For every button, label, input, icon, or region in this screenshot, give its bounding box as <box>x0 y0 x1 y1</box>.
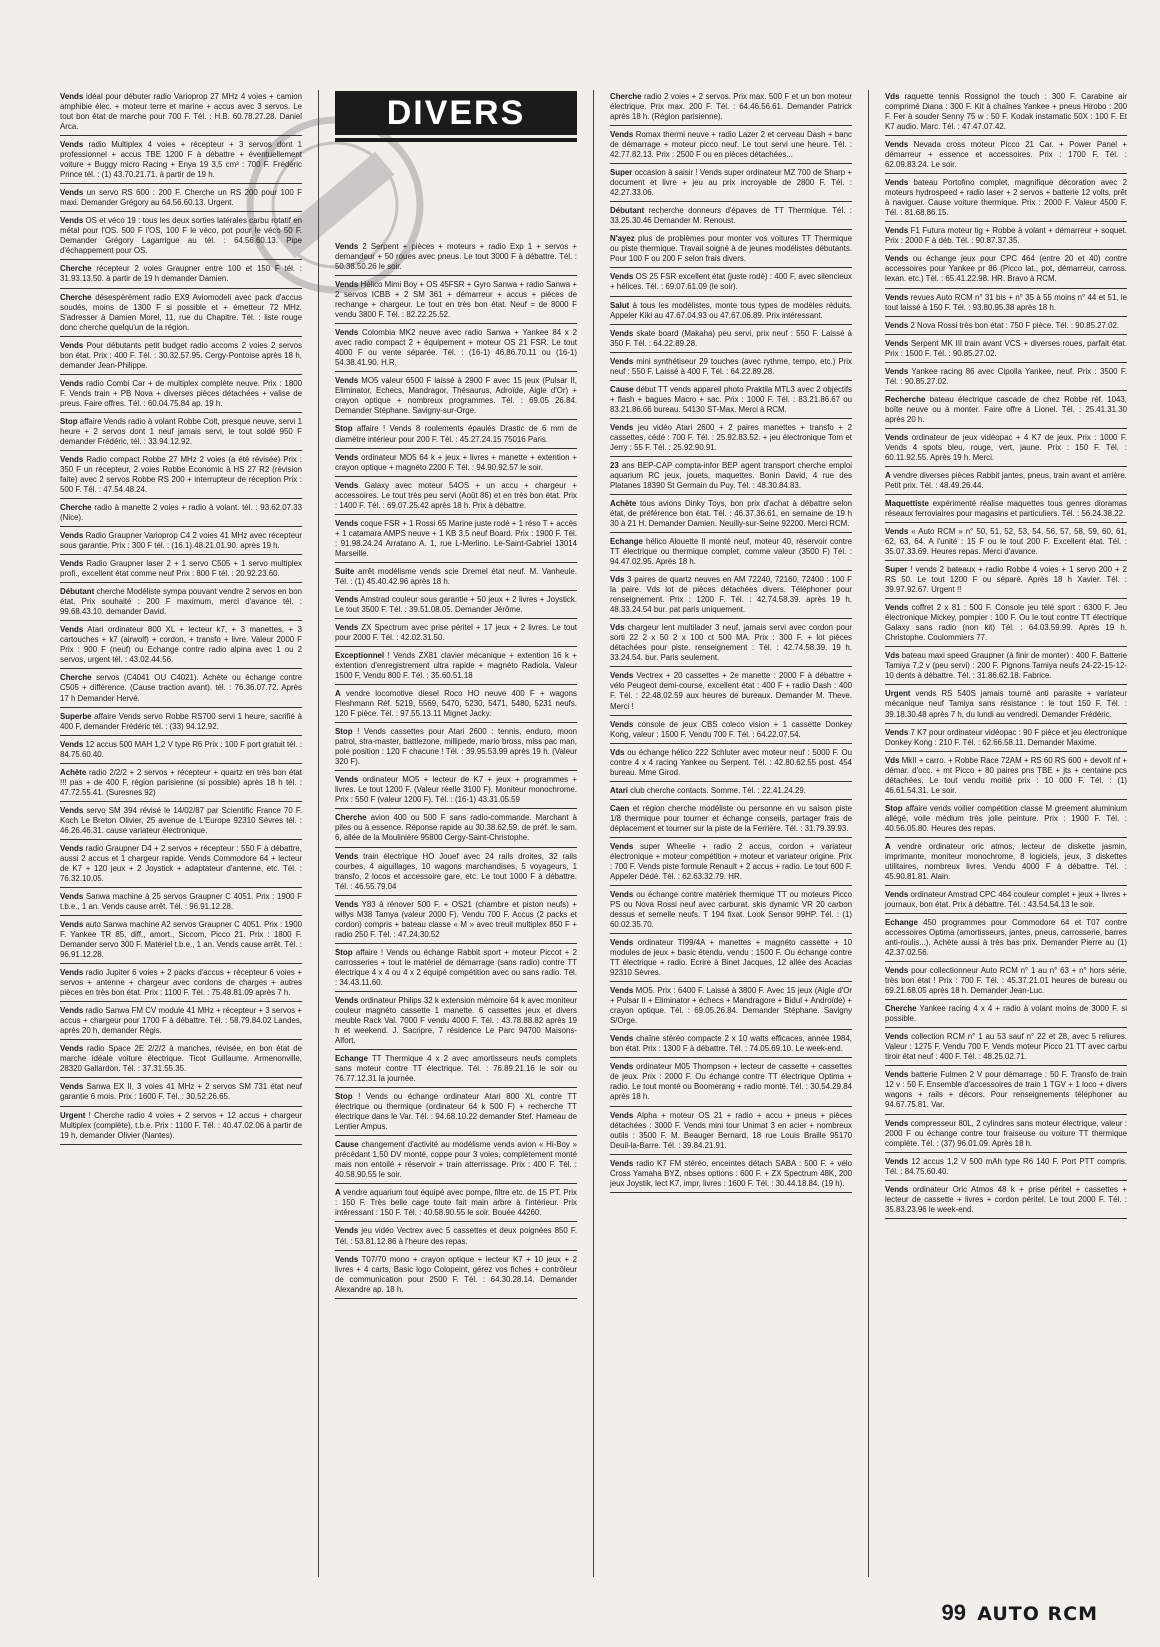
classified-ad: Vends coque FSR + 1 Rossi 65 Marine juste rodé + 1 réso T + accès + 1 catamara AMPS neuve + 1 KB 3,5 neuf Board. Prix : 1900 F. Tél. : 91.98.24.24 Arratano A. 1, rue L-Merlino. Le-Saint-Gabriel 13014 Marseille. <box>335 517 577 563</box>
classified-ad: Vends ordinateur Amstrad CPC 464 couleur complet + jeux + livres + journaux, bon état. Prix à débattre. Tél. : 43.54.54.13 le soir. <box>885 888 1127 914</box>
classified-ad: Vends OS et véco 19 : tous les deux sorties latérales carbu rotatif en métal pour l'OS. 500 F l'OS, 100 F le véco, pot pour le véco 50 F. Demander Grégory Lagarrigue au tél. : 64.56.60.13. Pipe d'échappement pour OS. <box>60 214 302 260</box>
classified-column-3 <box>610 90 852 1195</box>
classified-ad: Superbe affaire Vends servo Robbe RS700 servi 1 heure, sacrifié à 400 F, demander Frédéric tél. : (33) 94.12.92. <box>60 710 302 736</box>
classified-ad: Vends batterie Fulmen 2 V pour démarrage : 50 F. Transfo de train 12 v : 50 F. Ensemble d'accessoires de train 1 TGV + 1 loco + divers wagons + rails + décors. Pour renseignements téléphoner au 94.67.75.81. Var. <box>885 1068 1127 1114</box>
classified-ad: Stop affaire vends voilier compétition classe M greement aluminium allégé, voile médium très jolie peinture. Prix : 1900 F. Tél. : 40.56.05.80. Heures des repas. <box>885 802 1127 838</box>
classified-column-4 <box>885 90 1127 1221</box>
classified-ad: Vends radio Space 2E 2/2/2 à manches, révisée, en bon état de marche idéale voiture électrique. Ticot Guillaume. Armenonville, 28320 Gallardon. Tél. : 37.31.55.35. <box>60 1042 302 1078</box>
classified-ad: Vends Galaxy avec moteur 54OS + un accu + chargeur + accessoires. Le tout très peu servi (Août 86) et en très bon état. Prix : 1400 F. Tél. : 69.07.25.42 après 18 h. Prix à débattre. <box>335 479 577 515</box>
classified-ad: Vends jeu vidéo Vectrex avec 5 cassettes et deux poignées 850 F. Tél. : 53.81.12.86 à l'heure des repas. <box>335 1224 577 1250</box>
classified-ad: Vends Radio Graupner laser 2 + 1 servo C505 + 1 servo multiplex profi., excellent état comme neuf Prix : 800 F tél. : 20.92.23.60. <box>60 557 302 583</box>
classified-ad: Vds 3 paires de quartz neuves en AM 72240, 72160, 72400 : 100 F la paire. Vds lot de pièces détachées divers. Téléphoner pour renseignement. Prix : 1200 F. Tél. : 42.74.58.39. après 19 h. 48.33.24.54 bur. pat paris uniquement. <box>610 573 852 619</box>
classified-ad: Vends Pour débutants petit budget radio accoms 2 voies 2 servos bon état. Prix : 400 F. Tél. : 30.32.57.95. Cergy-Pontoise après 18 h, demander Jean-Philippe. <box>60 339 302 375</box>
classified-ad: Vds chargeur lent multilader 3 neuf, jamais servi avec cordon pour sorti 22 2 x 50 2 x 100 ct 500 MA. Prix : 300 F. + lot pièces détachées pour piste. renseignement : Tél. : 42.74.58.39. 19 h. 33.24.54. bur. Paris seulement. <box>610 621 852 667</box>
classified-ad: Cherche radio à manette 2 voies + radio à volant. tél. : 93.62.07.33 (Nice). <box>60 501 302 527</box>
classified-ad: Vends Atari ordinateur 800 XL + lecteur k7, + 3 manettes, + 3 cartouches + k7 (airwolf) + cordon, + transfo + livre. Valeur 2000 F Prix : 900 F (neuf) ou Echange contre radio alpina avec 1 ou 2 servos, urgent tél. : 43.02.44.56. <box>60 623 302 669</box>
classified-ad: Vends 2 Nova Rossi très bon état : 750 F pièce. Tél. : 90.85.27.02. <box>885 319 1127 335</box>
classified-ad: Echange 450 programmes pour Commodore 64 et T07 contre accessoires Optima (amortisseurs, jantes, pneus, carrosserie, barres anti-roulis...). Achète aussi à très bas prix. Demander Pierre au (1) 42.37.02.56. <box>885 916 1127 962</box>
classified-ad: Stop ! Vends ou échange ordinateur Atari 800 XL contre TT électrique ou thermique (ordinateur 64 k 500 F) + recherche TT électrique dans le Var. Tél. : 94.68.10.22 demander Stef. Hameau de Lentier Ampus. <box>335 1090 577 1136</box>
classified-ad: Vends ordinateur MO5 64 k + jeux + livres + manette + extention + crayon optique + magnéto 2200 F. Tél. : 94.90.92.57 le soir. <box>335 451 577 477</box>
classified-ad: Vends super Wheelie + radio 2 accus, cordon + variateur électronique + moteur compétition + moteur et variateur origine. Prix : 700 F. Vends piste formule Renault + 2 accus + radio. Le tout 600 F. Appeler Dédé. Tél. : 62.63.32.79. HR. <box>610 840 852 886</box>
classified-ad: Vends idéal pour débuter radio Varioprop 27 MHz 4 voies + camion amphibie élec. + moteur terre et marine + accus avec 3 servos. Le tout bon état de marche pour 700 F. Tél. : H.B. 60.78.27.28. Daniel Arca. <box>60 90 302 136</box>
classified-ad: Vends 7 K7 pour ordinateur vidéopac : 90 F pièce et jeu électronique Donkey Kong : 210 F. Tél. : 62.66.58.11. Demander Maxime. <box>885 726 1127 752</box>
classified-ad: Atari club cherche contacts. Somme. Tél. : 22.41.24.29. <box>610 784 852 800</box>
classified-ad: Vends jeu vidéo Atari 2600 + 2 paires manettes + transfo + 2 cassettes, cédé : 700 F. Tél. : 25.92.83.52. + jeu électronique Tom et Jerry : 55 F. Tél. : 25.92.90.91. <box>610 421 852 457</box>
classified-ad: Vends Y83 à rénover 500 F. + OS21 (chambre et piston neufs) + willys M38 Tamya (valeur 2000 F). Vendu 700 F. Accus (2 packs et cordon) compris + bateau classe « M » avec treuil multiplex 850 F + radio 250 F. Tél. : 47.24.30.52 <box>335 898 577 944</box>
classified-ad: Vends revues Auto RCM n° 31 bis + n° 35 à 55 moins n° 44 et 51, le tout laissé à 150 F. Tél. : 93.80.95.38 après 18 h. <box>885 291 1127 317</box>
classified-ad: Super occasion à saisir ! Vends super ordinateur MZ 700 de Sharp + document et livre + jeu au prix incroyable de 2800 F. Tél. : 42.27.33.06. <box>610 166 852 202</box>
classified-ad: Vends ZX Spectrum avec prise péritel + 17 jeux + 2 livres. Le tout pour 2000 F. Tél. : 42.02.31.50. <box>335 621 577 647</box>
classified-ad: Vends ordinateur M05 Thompson + lecteur de cassette + cassettes de jeux. Prix : 2000 F. Ou échange contre TT électrique Optima + radio. Le tout monté ou Boomerang + radio monté. Tél. : 30.54.29.84 après 18 h. <box>610 1060 852 1106</box>
classified-ad: Vends Radio compact Robbe 27 MHz 2 voies (a été révisée) Prix : 350 F un récepteur, 2 voies Robbe Economic à HS 27 R2 (révision faite) avec 2 servos Robbe RS 200 + interrupteur de réception Prix : 500 F. Tél. : 47.54.48.24. <box>60 453 302 499</box>
classified-ad: Achète tous avions Dinky Toys, bon prix d'achat à débattre selon état, de préférence bon état. Tél. : 46.37.36.61, en semaine de 19 h 30 à 21 H. Demander Damien. Neuilly-sur-Seine 92200. Merci RCM. <box>610 497 852 533</box>
classified-ad: Vends ordinateur de jeux vidéopac + 4 K7 de jeux. Prix : 1000 F. Vends 4 spots bleu, rouge, vert, jaune. Prix : 150 F. Tél. : 60.11.92.55. Après 19 h. Merci. <box>885 431 1127 467</box>
classified-ad: Vends radio Graupner D4 + 2 servos + récepteur : 550 F à débattre, aussi 2 accus et 1 chargeur rapide. Vends Commodore 64 + lecteur de K7 + 120 jeux + 2 Joystick + adaptateur d'antenne, etc. Tél. : 76.32.10.05. <box>60 842 302 888</box>
classified-ad: Vends radio Sanwa FM CV module 41 MHz + récepteur + 3 servos + accus + chargeur pour 1700 F à débattre. Tél. : 58.79.84.02 Landes, après 20 h, demander Régis. <box>60 1004 302 1040</box>
classified-ad: Echange TT Thermique 4 x 2 avec amortisseurs neufs complets sans moteur contre TT électrique. Tél. : 76.89.21.16 le soir ou 76.77.12.31 la journée. <box>335 1052 577 1088</box>
classified-ad: 23 ans BEP-CAP compta-infor BEP agent transport cherche emploi aquarium RC jeux, jouets, maquettes. Bonin David, 4 rue des Platanes 18390 St Germain du Puy. Tél. : 48.30.84.83. <box>610 459 852 495</box>
classified-ad: Super ! vends 2 bateaux + radio Robbe 4 voies + 1 servo 200 + 2 RS 50. Le tout 1200 F ou séparé. Après 18 h Xavier. Tél. : 39.97.92.67. Urgent !! <box>885 563 1127 599</box>
classified-ad: Vends Colombia MK2 neuve avec radio Sanwa + Yankee 84 x 2 avec radio compact 2 + équipement + moteur OS 21 FSR. Le tout 4000 F ou vente séparée. Tél. : (16-1) 46.86.70.11 ou (16-1) 54.38.41.90. H.R. <box>335 326 577 372</box>
classified-ad: Vends Romax thermi neuve + radio Lazer 2 et cerveau Dash + banc de démarrage + moteur picco neuf. Le tout servi une heure. Tél. : 42.77.82.13. Prix : 2500 F ou en pièces détachées... <box>610 128 852 164</box>
classified-ad: Cause début TT vends appareil photo Praktila MTL3 avec 2 objectifs + flash + bagues Macro + sac. Prix : 1000 F. Tél. : 83.21.86.67 ou 83.21.86.66 bureau. 54130 ST-Max. Merci à RCM. <box>610 383 852 419</box>
classified-ad: Achète radio 2/2/2 + 2 servos + récepteur + quartz en très bon état !!! pas + de 400 F, région parisienne (si possible) après 18 h tél. : 47.72.55.41. (Suresnes 92) <box>60 766 302 802</box>
classified-ad: Caen et région cherche modéliste ou personne en vu saison piste 1/8 thermique pour tourner et échange conseils, partager frais de déplacement et tourner sur la piste de la Ferrière. Tél. : 31.79.39.93. <box>610 802 852 838</box>
classified-ad: Vends ou échange contre matériek thermique TT ou moteurs Picco PS ou Nova Rossi neuf avec carburat. skis dynamic VR 20 carbon dessus et semelle neufs. T 194 fixat. Look Sensor 99HP. Tél. : (1) 60.02.35.70. <box>610 888 852 934</box>
classified-ad: Vends Yankee racing 86 avec Cipolla Yankee, neuf. Prix : 3500 F. Tél. : 90.85.27.02. <box>885 365 1127 391</box>
classified-ad: Vends pour collectionneur Auto RCM n° 1 au n° 63 + n° hors série, très bon état ! Prix : 700 F. Tél. : 45.37.21.01 heures de bureau ou 69.21.68.05 après 18 h. Demander Jean-Luc. <box>885 964 1127 1000</box>
classified-ad: A vendre aquarium tout équipé avec pompe, filtre etc. de 15 PT. Prix : 150 F. Très belle cage toute fait main arbre à l'intérieur. Prix intéressant : 150 F. Tél. : 40.58.90.55 le soir. Bouée 44260. <box>335 1186 577 1222</box>
classified-ad: Vends chaîne stéréo compacte 2 x 10 watts efficaces, année 1984, bon état. Prix : 1300 F à débattre. Tél. : 74.05.69.10. Le week-end. <box>610 1032 852 1058</box>
classified-ad: Cherche désespérément radio EX9 Aviomodeli avec pack d'accus soudés, moins de 1300 F si possible et + émetteur 72 MHz. S'adresser à Damien Morel, 11, rue du Chapitre. Tél. : liste rouge donc cherche quelqu'un de la région. <box>60 291 302 337</box>
classified-ad: Cherche récepteur 2 voies Graupner entre 100 et 150 F tél. : 31.93.13.50. à partir de 19 h demander Damien. <box>60 262 302 288</box>
classified-ad: Cherche radio 2 voies + 2 servos. Prix max. 500 F et un bon moteur électrique. Prix max. 200 F. Tél. : 64.46.56.61. Demander Patrick après 18 h. (Région parisienne). <box>610 90 852 126</box>
classified-ad: A vendre ordinateur oric atmos, lecteur de diskette jasmin, imprimante, moniteur monochrome, 8 logiciels, jeux, 3 diskettes utilitaires, nombreux livres. Vendu 4000 F à débattre. Tél. : 45.90.81.81. Alain. <box>885 840 1127 886</box>
classified-column-2 <box>335 240 577 1301</box>
classified-ad: Vends train électrique HO Jouef avec 24 rails droites, 32 rails courbes, 4 aiguillages, 10 wagons marchandises, 5 voyageurs, 1 transfo, 2 locos et accessoire gare, etc. Le tout 1000 F à débattre. Tél. : 46.55.79.04 <box>335 850 577 896</box>
page-footer <box>941 1600 1098 1626</box>
classified-ad: Vends ou échange jeux pour CPC 464 (entre 20 et 40) contre accessoires pour Yankee pr 86 (Picco lat., pot, démarreur, carross. lexan. etc.) Tél. : 65.41.22.98. HR. Bravo à RCM. <box>885 252 1127 288</box>
classified-ad: Urgent ! Cherche radio 4 voies + 2 servos + 12 accus + chargeur Multiplex (complète), t.b.e. Prix : 1100 F. Tél. : 40.47.02.06 à partir de 19 h, demander Olivier (Nantes). <box>60 1109 302 1145</box>
classified-ad: Vends OS 25 FSR excellent état (juste rodé) : 400 F, avec silencieux + hélices. Tél. : 69.07.61.09 (le soir). <box>610 270 852 296</box>
classified-ad: Vends ordinateur MO5 + lecteur de K7 + jeux + programmes + livres. Le tout 1200 F. (Valeur réelle 3100 F). Moniteur monochrome. Prix : 550 F (valeur 1200 F). Tél. : (16-1) 43.31.05.59 <box>335 773 577 809</box>
magazine-brand: AUTO RCM <box>977 1603 1098 1625</box>
classified-ad: Recherche bateau électrique cascade de chez Robbe réf. 1043, boîte neuve ou à monter. Faire offre à Lionel. Tél. : 25.41.31.30 après 20 h. <box>885 393 1127 429</box>
classified-ad: A vendre diverses pièces Rabbit jantes, pneus, train avant et arrière. Petit prix. Tél. : 48.49.26.44. <box>885 469 1127 495</box>
classified-ad: Vends Sanwa EX II, 3 voies 41 MHz + 2 servos SM 731 état neuf garantie 6 mois. Prix : 1600 F. Tél. : 30.52.26.65. <box>60 1080 302 1106</box>
classified-ad: Vends Serpent MK III train avant VCS + diverses roues, parfait état. Prix : 1500 F. Tél. : 90.85.27.02. <box>885 337 1127 363</box>
classified-ad: Vends 12 accus 500 MAH 1,2 V type R6 Prix : 100 F port gratuit tél. : 84.75.60.40. <box>60 738 302 764</box>
column-divider <box>868 90 869 1577</box>
classified-ad: Vends « Auto RCM » n° 50, 51, 52, 53, 54, 56, 57, 58, 59, 60, 61, 62, 63, 64. A l'unité : 15 F ou le tout 200 F. Excellent état. Tél. : 35.07.33.69. Heures repas. Merci d'avance. <box>885 525 1127 561</box>
classified-ad: N'ayez plus de problèmes pour monter vos voitures TT Thermique ou piste thermique. Travail soigné à de jeunes modélistes débutants. Pour 100 F ou 200 F selon frais divers. <box>610 232 852 268</box>
classified-ad: Exceptionnel ! Vends ZX81 clavier mécanique + extention 16 k + extention d'enregistrement ultra rapide + magnéto Radiola. Valeur 1500 F, Vendu 800 F. Tél. : 35.60.51.18 <box>335 649 577 685</box>
classified-ad: Vends T07/70 mono + crayon optique + lecteur K7 + 10 jeux + 2 livres + 4 carts, Basic logo Colopeint, gérez vos fiches + contrôleur de communication pour 2500 F. Tél. : 64.30.28.14. Demander Alexandre ap. 18 h. <box>335 1253 577 1299</box>
classified-ad: Vends radio Combi Car + de multiplex complète neuve. Prix : 1800 F. Vends train + PB Nova + diverses pièces détachées + valise de preus. Faire offres. Tél. : 60.04.75.84 ap. 19 h. <box>60 377 302 413</box>
classified-ad: Stop affaire ! Vends ou échange Rabbit sport + moteur Piccot + 2 carrosseries + tout le matériel de démarrage (sans radio) contre TT électrique 4 x 4 ou 4 x 2 équipé compétition avec ou sans radio. Tél. : 34.43.11.60. <box>335 946 577 992</box>
classified-ad: Cherche servos (C4041 OU C4021). Achète ou échange contre C505 + différence. (Cause traction avant). tél. : 76.36.07.72. Après 17 h Demander Hervé. <box>60 671 302 707</box>
classified-ad: Vds ou échange hélico 222 Schluter avec moteur neuf : 5000 F. Ou contre 4 x 4 racing Yankee ou Serpent. Tél. : 42.80.62.55 post. 454 bureau. Mme Girod. <box>610 746 852 782</box>
classified-ad: Vends ordinateur TI99/4A + manettes + magnéto cassette + 10 modules de jeux + basic étendu, vendu : 1500 F. Ou échange contre TT électrique + radio. Ecrire à Binet Jacques, 12 allée des Acacias 92310 Sèvres. <box>610 936 852 982</box>
classified-ad: Vends Hélico Mimi Boy + OS 45FSR + Gyro Sanwa + radio Sanwa + 2 servos ICBB + 2 SM 361 + démarreur + accus + pièces de rechange + chargeur. Le tout en très bon état. Neuf = de 8000 F vendu 3800 F. Tél. : 82.22.25.52. <box>335 278 577 324</box>
page-number: 99 <box>941 1600 966 1625</box>
section-title-rule <box>335 138 577 142</box>
classified-ad: Vends skate board (Makaha) peu servi, prix neuf : 550 F. Laissé à 350 F. Tél. : 64.22.89.28. <box>610 327 852 353</box>
classified-ad: Vends Alpha + moteur OS 21 + radio + accu + pneus + pièces détachées : 3000 F. Vends mini tour Unimat 3 en acier + nombreux outils : 3500 F. M. Beauger Bernard, 18 rue Louis Braille 95170 Deuil-la-Barre. Tél. : 39.84.21.91. <box>610 1109 852 1155</box>
classified-ad: Vends Amstrad couleur sous garantie + 50 jeux + 2 livres + Joystick. Le tout 3500 F. Tél. : 39.51.08.05. Demander Jérôme. <box>335 593 577 619</box>
classified-ad: Maquettiste expérimenté réalise maquettes tous genres dioramas réseaux ferroviaires pour magasins et particuliers. Tél. : 56.24.38.22. <box>885 497 1127 523</box>
classified-ad: Suite arrêt modélisme vends scie Dremel état neuf. M. Vanheule. Tél. : (1) 45.40.42.96 après 18 h. <box>335 565 577 591</box>
classified-ad: Vends Sanwa machine à 25 servos Graupner C 4051. Prix : 1900 F t.b.e., 1 an. Vends cause arrêt. Tél. : 96.91.12.28. <box>60 890 302 916</box>
classified-ad: Vds MkII + carro. + Robbe Race 72AM + RS 60 RS 600 + devolt nf + démar. d'occ. + mt Picco + 80 paires pns TBE + jts + centaine pcs détachées. Le tout vendu moitié prix : 10 000 F. Tél. : (1) 46.61.54.31. Le soir. <box>885 754 1127 800</box>
classified-ad: Vends un servo RS 600 : 200 F. Cherche un RS 200 pour 100 F maxi. Demander Grégory au 64.56.60.13. Urgent. <box>60 186 302 212</box>
classified-ad: A vendre locomotive diesel Roco HO neuve 400 F + wagons Fleshmann Réf. 5219, 5569, 5470, 5230, 5471, 5480, 5231 neufs. 120 F pièce. Tél. : 97.55.13.11 Mignet Jacky. <box>335 687 577 723</box>
classified-ad: Vends collection RCM n° 1 au 53 sauf n° 22 et 28, avec 5 reliures. Valeur : 1275 F. Vendu 700 F. Vends moteur Picco 21 TT avec carbu tiroir état neuf : 400 F. Tél. : 48.25.02.71. <box>885 1030 1127 1066</box>
classified-ad: Vends Vectrex + 20 cassettes + 2e manette : 2000 F à débattre + vélo Peugeot demi-course, excellent état : 400 F + radio Dash : 400 F. Tél. : 22.48.02.59 aux heures de bureaux. Demander M. Theve. Merci ! <box>610 669 852 715</box>
classified-ad: Vends mini synthétiseur 29 touches (avec rythme, tempo, etc.) Prix neuf : 550 F. Laissé à 400 F. Tél. : 64.22.89.28. <box>610 355 852 381</box>
classified-ad: Vends radio K7 FM stéréo, enceintes détach SABA : 500 F. + vélo Cross Yamaha BYZ, nbses options : 600 F. + ZX Spectrum 48K, 200 jeux Joystik, lect K7, impr, livres : 1600 F. Tél. : 30.44.18.84. (19 h). <box>610 1157 852 1193</box>
classified-ad: Vends MO5. Prix : 6400 F. Laissé à 3800 F. Avec 15 jeux (Aigle d'Or + Pulsar II + Eliminator + échecs + Mandragore + Bidul + Androïde) + crayon optique. Tél. : 69.05.26.84. Demander Stéphane. Savigny S/Orge. <box>610 984 852 1030</box>
classified-ad: Vends Nevada cross moteur Picco 21 Car. + Power Panel + démarreur + essence et accessoires. Prix : 1700 F. Tél. : 62.09.83.24. Le soir. <box>885 138 1127 174</box>
column-divider <box>318 90 319 1577</box>
classified-ad: Stop ! Vends cassettes pour Atari 2600 : tennis, enduro, moon patrol, stra-master, battlezone, millipede, mario bross, miss pac man, pole position : 120 F chacune ! Tél. : 39.95.53.99 après 19 h. (Valeur 320 F). <box>335 725 577 771</box>
classified-ad: Vends MO5 valeur 6500 F laissé à 2900 F avec 15 jeux (Pulsar II, Eliminator, Echecs, Mandragor, Thésaurus, Adroïde, Aigle d'Or) + crayon optique + nombreux programmes. Tél. : 69.05 26.84. Demander Stéphane. Savigny-sur-Orge. <box>335 374 577 420</box>
classified-ad: Vends 12 accus 1,2 V 500 mAh type R6 140 F. Port PTT compris. Tél. : 84.75.60.40. <box>885 1155 1127 1181</box>
classified-ad: Salut à tous les modélistes, monte tous types de modèles réduits. Appeler Kiki au 47.67.04.93 ou 47.67.06.89. Prix intéressant. <box>610 299 852 325</box>
classified-ad: Vends console de jeux CBS coleco vision + 1 cassette Donkey Kong, valeur : 1500 F. Vendu 700 F. Tél. : 64.22.07.54. <box>610 718 852 744</box>
classified-ad: Urgent vends RS 540S jamais tourné anti parasite + variateur mécanique neuf Tamiya sans résistance : le tout 150 F. Tél. : 39.18.30.48 après 7 h, du lundi au vendredi. Demander Frédéric. <box>885 687 1127 723</box>
classified-ad: Vends ordinateur Philips 32 k extension mémoire 64 k avec moniteur couleur magnéto cassette 1 manette. 6 cassettes jeux et divers meuble Rack Val. 7000 F vendu 4000 F. Tél. : 43.78.88.82 après 19 h et weekend. J. Sacripre, 7 résidence Le Parc 94700 Maisons-Alfort. <box>335 994 577 1050</box>
classified-ad: Vends servo SM 394 révisé le 14/02/87 par Scientific France 70 F. Koch Le Breton Olivier, 25 avenue de L'Europe 92310 Sèvres tél. : 46.26.46.31. cause variateur électronique. <box>60 804 302 840</box>
classified-ad: Vends ordinateur Oric Atmos 48 k + prise péritel + cassettes + lecteur de cassette + livres + cordon péritel. Le tout 2000 F. Tél. : 35.83.23.96 le week-end. <box>885 1183 1127 1219</box>
classified-ad: Echange hélico Alouette II monté neuf, moteur 40, réservoir contre TT électrique ou thermique complet, comme valeur (3500 F) Tél. : 94.47.02.95. Après 18 h. <box>610 535 852 571</box>
section-title: DIVERS <box>335 91 577 135</box>
classified-ad: Vends Radio Graupner Varioprop C4 2 voies 41 MHz avec récepteur sous garantie. Prix : 300 F tél. : (16.1).48.21.01.90. après 19 h. <box>60 529 302 555</box>
column-divider <box>593 90 594 1577</box>
classified-ad: Cherche avion 400 ou 500 F sans radio-commande. Marchant à piles ou à essence. Réponse rapide au 30.38.62.59. de préf. le sam. 6, allée de la Moulinière 95800 Cergy-Saint-Christophe. <box>335 811 577 847</box>
classified-ad: Vends radio Multiplex 4 voies + récepteur + 3 servos dont 1 professionnel + accus TBE 1200 F à débattre + éventuellement voiture + Buggy micro Racing + Enya 19 3,5 cm³ : 700 F. Frédéric Prince tél. : (1) 43.70.21.71. à partir de 19 h. <box>60 138 302 184</box>
classified-ad: Vds raquette tennis Rossignol the touch : 300 F. Carabine air comprimé Diana : 300 F. Kit à chaînes Yankee + pneus Hirobo : 200 F. Fer à souder Senny 75 w : 50 F. Kodak instamatic 50X : 100 F. Et K7 audio. Marc. Tél. : 47.47.07.42. <box>885 90 1127 136</box>
classified-ad: Stop affaire ! Vends 8 roulements épaulés Drastic de 6 mm de diamètre intérieur pour 200 F. Tél. : 45.27.24.15 75016 Paris. <box>335 422 577 448</box>
classified-column-1 <box>60 90 302 1147</box>
classified-ad: Vends F1 Futura moteur tig + Robbe à volant + démarreur + soquet. Prix : 2000 F à déb. Tél. : 90.87.37.35. <box>885 224 1127 250</box>
classified-ad: Débutant recherche donneurs d'épaves de TT Thermique. Tél. : 33.25.30.46 Demander M. Renoust. <box>610 204 852 230</box>
classified-ad: Cherche Yankee racing 4 x 4 + radio à volant moins de 3000 F. si possible. <box>885 1002 1127 1028</box>
classified-ad: Vds bateau maxi speed Graupner (à finir de monter) : 400 F. Batterie Tamiya 7,2 v (peu servi) : 200 F. Pignons Tamiya neufs 24-22-15-12-10 dents à débattre. Tél. : 31.86.62.18. Fabrice. <box>885 649 1127 685</box>
classified-ad: Vends coffret 2 x 81 : 500 F. Console jeu télé sport : 6300 F. Jeu électronique Mickey, pompier : 100 F. Ou le tout contre TT électrique Galaxy sans radio (non kit) Tél. : 64.03.59.99. Après 19 h. Christophe. Coulommiers 77. <box>885 601 1127 647</box>
classified-ad: Stop affaire Vends radio à volant Robbe Colt, presque neuve, servi 1 heure + 2 servos dont 1 neuf jamais servi, le tout soldé 950 F demander Frédéric, tél. : 33.94.12.92. <box>60 415 302 451</box>
classified-ad: Vends compresseur 80L, 2 cylindres sans moteur électrique, valeur : 2000 F ou échange contre tour fraiseuse ou voiture TT thermique complète. Tél. : (37) 96.01.09. Après 18 h. <box>885 1117 1127 1153</box>
classified-ad: Débutant cherche Modéliste sympa pouvant vendre 2 servos en bon état. Prix souhaité : 200 F maximum, merci d'avance tél. : 99.68.43.10. demander David. <box>60 585 302 621</box>
classified-ad: Vends 2 Serpent + pièces + moteurs + radio Exp 1 + servos + demandeur + 50 roues avec pneus. Le tout 3000 F à débattre. Tél. : 50.38.50.26 le soir. <box>335 240 577 276</box>
classified-ad: Vends bateau Portofino complet, magnifique décoration avec 2 moteurs hydrospeed + radio laser + 2 servos + batterie 12 volts, prêt à naviguer. Cause voiture thermique. Prix : 2000 F. Valeur 4500 F. Tél. : 81.68.86.15. <box>885 176 1127 222</box>
classified-ad: Vends radio Jupiter 6 voies + 2 packs d'accus + récepteur 6 voies + servos + antenne + chargeur avec cordons de charges + autres pièces en très bon état. Prix : 1100 F. Tél. : 75.48.81.09 après 7 h. <box>60 966 302 1002</box>
classified-ad: Cause changement d'activité au modélisme vends avion « Hi-Boy » précédant 1,50 DV monté, coppe pour 3 voies, complètement monté mais non entoilé + réservoir + train atterrissage. Prix : 400 F. Tél. : 40.58.90.55 le soir. <box>335 1138 577 1184</box>
classified-ad: Vends auto Sanwa machine A2 servos Graupner C 4051. Prix : 1900 F. Yankee TR 85, diff., amort., Siccom, Picco 21. Prix : 1800 F. Demander servo 300 F. Matériel t.b.e., 1 an. Vends cause arrêt. Tél. : 96.91.12.28. <box>60 918 302 964</box>
